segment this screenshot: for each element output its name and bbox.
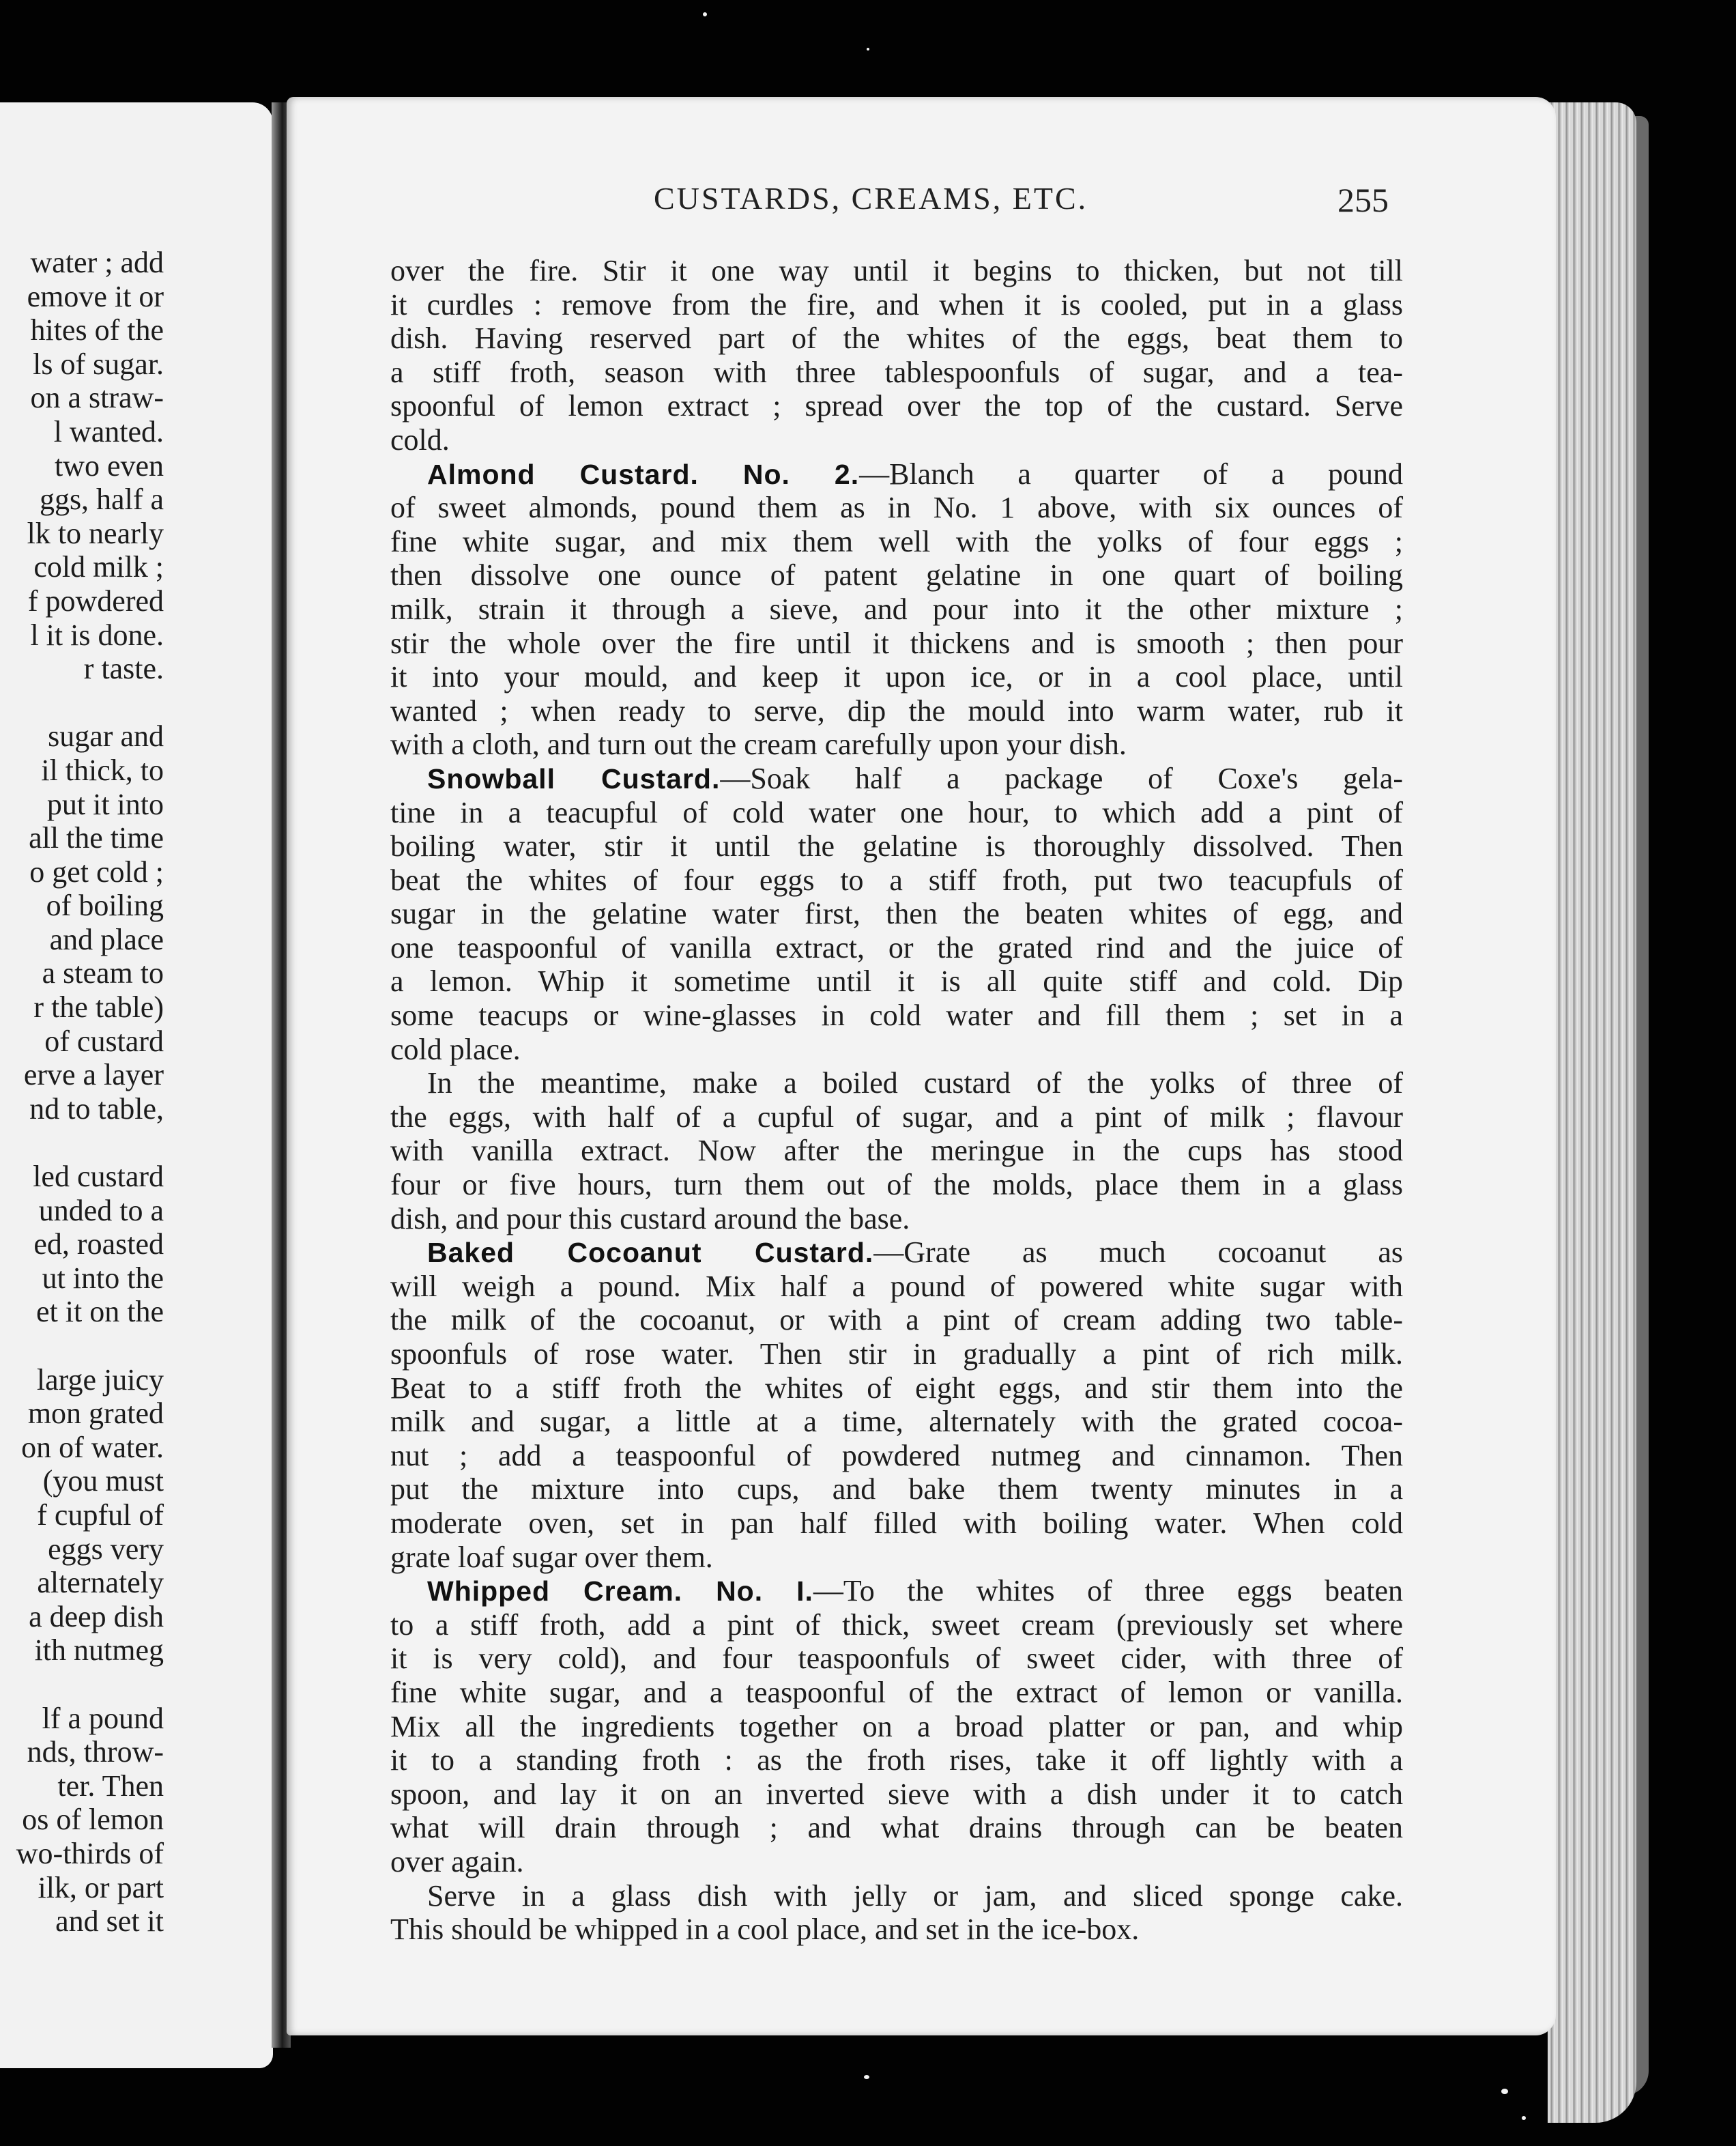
left-page-line: led custard — [33, 1160, 164, 1194]
text-line: will weigh a pound. Mix half a pound of powered white sugar with — [390, 1269, 1403, 1303]
text-line: milk and sugar, a little at a time, alternately with the grated cocoa- — [390, 1405, 1403, 1439]
left-page-line: put it into — [46, 787, 164, 821]
left-page-line: and place — [49, 922, 164, 956]
left-page-line: et it on the — [36, 1295, 164, 1329]
left-page-line: ilk, or part — [38, 1870, 164, 1904]
recipe-first-line — [390, 457, 1403, 491]
film-speck — [864, 2075, 869, 2079]
text-line: one teaspoonful of vanilla extract, or the grated rind and the juice of — [390, 930, 1403, 964]
left-page-line: il thick, to — [41, 753, 164, 787]
left-page-line: lk to nearly — [27, 516, 164, 550]
recipe-first-line-text: —Blanch a quarter of a pound — [859, 457, 1403, 491]
left-page-line: eggs very — [48, 1532, 164, 1566]
recipe-first-line — [390, 1574, 1403, 1608]
left-page-line — [0, 1126, 164, 1160]
left-page-line: r the table) — [33, 990, 164, 1025]
page-body — [390, 254, 1403, 1947]
text-line: In the meantime, make a boiled custard of the yolks of three of — [427, 1066, 1403, 1100]
text-line: some teacups or wine-glasses in cold water and fill them ; set in a — [390, 999, 1403, 1033]
page-number: 255 — [1337, 181, 1389, 219]
left-page-line: on of water. — [21, 1430, 164, 1464]
text-line: the eggs, with half of a cupful of sugar, and a pint of milk ; flavour — [390, 1100, 1403, 1134]
running-head: CUSTARDS, CREAMS, ETC. — [654, 181, 1088, 216]
recipe-heading-snowball-custard: Snowball Custard. — [427, 762, 721, 795]
text-line: it to a standing froth : as the froth rises, take it off lightly with a — [390, 1743, 1403, 1777]
recipe-first-line — [390, 762, 1403, 796]
text-line: beat the whites of four eggs to a stiff froth, put two teacupfuls of — [390, 863, 1403, 897]
text-line: over the fire. Stir it one way until it begins to thicken, but not till — [390, 254, 1403, 287]
left-page-line — [0, 1329, 164, 1363]
text-line: grate loaf sugar over them. — [390, 1540, 713, 1574]
text-line: spoonfuls of rose water. Then stir in gradually a pint of rich milk. — [390, 1337, 1403, 1371]
left-page-line: r taste. — [83, 652, 164, 686]
left-page-line: l wanted. — [53, 414, 164, 448]
text-line: sugar in the gelatine water first, then the beaten whites of egg, and — [390, 897, 1403, 931]
film-speck — [703, 12, 707, 16]
left-page-text — [0, 246, 164, 1938]
recipe-first-line-text: —Soak half a package of Coxe's gela- — [720, 761, 1403, 795]
left-page-line: hites of the — [30, 313, 164, 347]
left-page-line: sugar and — [48, 719, 164, 754]
text-line: milk, strain it through a sieve, and pour into it the other mixture ; — [390, 592, 1403, 626]
left-page-line: cold milk ; — [33, 550, 164, 584]
text-line: Mix all the ingredients together on a broad platter or pan, and whip — [390, 1709, 1403, 1743]
left-page-line — [0, 686, 164, 720]
film-speck — [1501, 2089, 1508, 2094]
text-line: a stiff froth, season with three tablespoonfuls of sugar, and a tea- — [390, 355, 1403, 389]
text-line: boiling water, stir it until the gelatine is thoroughly dissolved. Then — [390, 829, 1403, 863]
left-page-line: ls of sugar. — [33, 347, 164, 381]
text-line: spoonful of lemon extract ; spread over the top of the custard. Serve — [390, 389, 1403, 423]
left-page-line: os of lemon — [22, 1803, 164, 1837]
left-page-line: l it is done. — [30, 618, 164, 652]
left-page-line: on a straw- — [30, 381, 164, 415]
text-line: wanted ; when ready to serve, dip the mould into warm water, rub it — [390, 693, 1403, 728]
text-line: what will drain through ; and what drains through can be beaten — [390, 1811, 1403, 1845]
left-page-line: lf a pound — [42, 1701, 164, 1735]
left-page-line: large juicy — [36, 1362, 164, 1397]
left-page-line: wo-thirds of — [16, 1836, 164, 1870]
text-line: to a stiff froth, add a pint of thick, sweet cream (previously set where — [390, 1607, 1403, 1642]
left-page-line: mon grated — [27, 1397, 164, 1431]
recipe-first-line-text: —Grate as much cocoanut as — [873, 1235, 1403, 1270]
text-line: with vanilla extract. Now after the meringue in the cups has stood — [390, 1134, 1403, 1168]
left-page-line: ter. Then — [57, 1769, 164, 1803]
text-line: moderate oven, set in pan half filled with boiling water. When cold — [390, 1506, 1403, 1540]
text-line: Beat to a stiff froth the whites of eight eggs, and stir them into the — [390, 1371, 1403, 1405]
text-line: dish. Having reserved part of the whites of the eggs, beat them to — [390, 321, 1403, 356]
text-line: of sweet almonds, pound them as in No. 1 above, with six ounces of — [390, 491, 1403, 525]
recipe-first-line — [390, 1235, 1403, 1270]
text-line: dish, and pour this custard around the base. — [390, 1201, 910, 1235]
left-page-line: of boiling — [46, 889, 164, 923]
text-line: Serve in a glass dish with jelly or jam, and sliced sponge cake. — [427, 1878, 1403, 1913]
text-line: it into your mould, and keep it upon ice, or in a cool place, until — [390, 660, 1403, 694]
left-page-line: f powdered — [27, 584, 164, 618]
left-page-line: emove it or — [27, 279, 164, 313]
left-page-line: of custard — [44, 1024, 164, 1058]
left-facing-page — [0, 102, 273, 2068]
text-line: This should be whipped in a cool place, and set in the ice-box. — [390, 1913, 1140, 1947]
recipe-heading-almond-custard: Almond Custard. No. 2. — [427, 458, 860, 490]
left-page-line: two even — [54, 448, 164, 483]
left-page-line: and set it — [55, 1904, 164, 1938]
text-line: fine white sugar, and mix them well with the yolks of four eggs ; — [390, 524, 1403, 558]
left-page-line — [0, 1668, 164, 1702]
text-line: cold place. — [390, 1032, 521, 1066]
film-speck — [867, 48, 869, 51]
left-page-line: unded to a — [38, 1193, 164, 1227]
left-page-line: ed, roasted — [33, 1227, 164, 1261]
left-page-line: ut into the — [42, 1261, 164, 1295]
text-line: it is very cold), and four teaspoonfuls of sweet cider, with three of — [390, 1642, 1403, 1676]
text-line: put the mixture into cups, and bake them twenty minutes in a — [390, 1472, 1403, 1506]
text-line: it curdles : remove from the fire, and when it is cooled, put in a glass — [390, 287, 1403, 321]
recipe-heading-baked-cocoanut-custard: Baked Cocoanut Custard. — [427, 1237, 874, 1269]
text-line: tine in a teacupful of cold water one hour, to which add a pint of — [390, 795, 1403, 829]
left-page-line: nds, throw- — [27, 1735, 164, 1769]
text-line: spoon, and lay it on an inverted sieve with a dish under it to catch — [390, 1777, 1403, 1811]
film-speck — [1522, 2116, 1526, 2120]
text-line: fine white sugar, and a teaspoonful of the extract of lemon or vanilla. — [390, 1675, 1403, 1709]
recipe-heading-whipped-cream: Whipped Cream. No. I. — [427, 1575, 813, 1607]
text-line: over again. — [390, 1844, 524, 1878]
text-line: the milk of the cocoanut, or with a pint of cream adding two table- — [390, 1303, 1403, 1337]
recipe-first-line-text: —To the whites of three eggs beaten — [813, 1574, 1403, 1608]
text-line: cold. — [390, 423, 450, 457]
left-page-line: erve a layer — [23, 1058, 164, 1092]
text-line: a lemon. Whip it sometime until it is all quite stiff and cold. Dip — [390, 964, 1403, 999]
left-page-line: alternately — [37, 1566, 164, 1600]
left-page-line: o get cold ; — [29, 855, 164, 889]
left-page-line: a steam to — [42, 956, 164, 990]
text-line: nut ; add a teaspoonful of powdered nutmeg and cinnamon. Then — [390, 1438, 1403, 1472]
left-page-line: water ; add — [30, 246, 164, 279]
left-page-line: (you must — [42, 1464, 164, 1498]
text-line: with a cloth, and turn out the cream carefully upon your dish. — [390, 728, 1127, 762]
left-page-line: ith nutmeg — [34, 1633, 164, 1668]
page-edges — [1548, 102, 1636, 2123]
left-page-line: all the time — [29, 821, 164, 855]
left-page-line: f cupful of — [37, 1498, 164, 1532]
text-line: four or five hours, turn them out of the molds, place them in a glass — [390, 1168, 1403, 1202]
left-page-line: ggs, half a — [39, 483, 164, 517]
left-page-line: a deep dish — [29, 1599, 164, 1633]
text-line: then dissolve one ounce of patent gelatine in one quart of boiling — [390, 558, 1403, 592]
left-page-line: nd to table, — [29, 1091, 164, 1126]
text-line: stir the whole over the fire until it thickens and is smooth ; then pour — [390, 626, 1403, 660]
